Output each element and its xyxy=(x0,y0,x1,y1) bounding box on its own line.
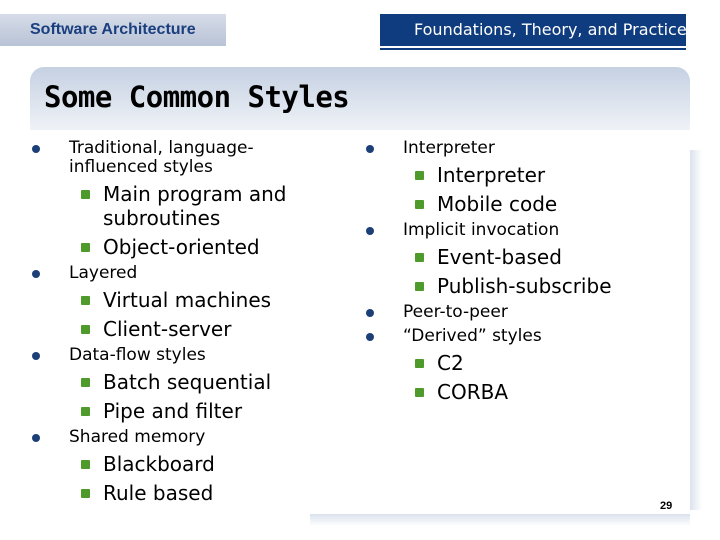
frame-shadow-right xyxy=(690,150,702,510)
item-label: Peer-to-peer xyxy=(403,302,508,322)
list-item xyxy=(32,346,322,365)
course-title: Software Architecture xyxy=(30,21,196,38)
diamond-bullet-icon xyxy=(81,190,90,199)
round-bullet-icon xyxy=(366,145,374,153)
sub-list-item xyxy=(366,163,686,187)
diamond-bullet-icon xyxy=(81,407,90,416)
diamond-bullet-icon xyxy=(415,388,424,397)
diamond-bullet-icon xyxy=(81,325,90,334)
diamond-bullet-icon xyxy=(81,243,90,252)
frame-shadow-bottom xyxy=(310,514,690,526)
diamond-bullet-icon xyxy=(415,253,424,262)
sub-list-item xyxy=(32,399,322,423)
item-label: “Derived” styles xyxy=(403,326,542,346)
sub-list-item xyxy=(32,370,322,394)
item-label: Shared memory xyxy=(69,427,206,447)
sub-item-label: Pipe and filter xyxy=(103,399,243,423)
round-bullet-icon xyxy=(32,145,40,153)
list-item xyxy=(32,139,322,177)
sub-item-label: Main program and subroutines xyxy=(103,182,287,230)
diamond-bullet-icon xyxy=(415,200,424,209)
sub-list-item xyxy=(366,380,686,404)
page-number: 29 xyxy=(660,500,673,512)
list-item xyxy=(366,327,686,346)
diamond-bullet-icon xyxy=(81,296,90,305)
sub-list-item xyxy=(32,452,322,476)
sub-list-item xyxy=(366,192,686,216)
sub-item-label: Batch sequential xyxy=(103,370,272,394)
sub-list-item xyxy=(366,351,686,375)
sub-item-label: Object-oriented xyxy=(103,235,260,259)
sub-list-item xyxy=(32,235,322,259)
list-item xyxy=(32,428,322,447)
round-bullet-icon xyxy=(32,270,40,278)
item-label-line1: Traditional, language- xyxy=(69,138,254,158)
slide-header xyxy=(0,0,720,60)
sub-list-item xyxy=(366,274,686,298)
sub-item-label: Mobile code xyxy=(437,192,558,216)
item-label: Layered xyxy=(69,263,138,283)
diamond-bullet-icon xyxy=(81,489,90,498)
round-bullet-icon xyxy=(32,352,40,360)
round-bullet-icon xyxy=(366,309,374,317)
item-label: Interpreter xyxy=(403,138,495,158)
list-item xyxy=(366,139,686,158)
diamond-bullet-icon xyxy=(81,460,90,469)
list-item xyxy=(366,221,686,240)
sub-item-label: CORBA xyxy=(437,380,509,404)
item-label: Data-flow styles xyxy=(69,345,206,365)
diamond-bullet-icon xyxy=(415,282,424,291)
diamond-bullet-icon xyxy=(415,171,424,180)
list-item xyxy=(366,303,686,322)
diamond-bullet-icon xyxy=(415,359,424,368)
sub-list-item xyxy=(32,481,322,505)
sub-list-item xyxy=(366,245,686,269)
sub-item-label: C2 xyxy=(437,351,464,375)
sub-item-label: Blackboard xyxy=(103,452,215,476)
item-label: Implicit invocation xyxy=(403,220,560,240)
item-label-line2: influenced styles xyxy=(69,157,213,177)
sub-item-label: Interpreter xyxy=(437,163,546,187)
sub-item-label: Event-based xyxy=(437,245,562,269)
sub-item-label: Rule based xyxy=(103,481,214,505)
left-bullet-column xyxy=(32,134,322,505)
slide-title: Some Common Styles xyxy=(44,80,350,114)
sub-item-label: Publish-subscribe xyxy=(437,274,612,298)
diamond-bullet-icon xyxy=(81,378,90,387)
sub-list-item xyxy=(32,317,322,341)
right-bullet-column xyxy=(366,134,686,404)
round-bullet-icon xyxy=(32,434,40,442)
header-divider xyxy=(380,48,686,50)
round-bullet-icon xyxy=(366,333,374,341)
sub-item-label: Virtual machines xyxy=(103,288,272,312)
sub-list-item xyxy=(32,288,322,312)
round-bullet-icon xyxy=(366,227,374,235)
book-subtitle: Foundations, Theory, and Practice xyxy=(414,20,687,39)
sub-item-label: Client-server xyxy=(103,317,232,341)
list-item xyxy=(32,264,322,283)
sub-list-item xyxy=(32,182,322,230)
